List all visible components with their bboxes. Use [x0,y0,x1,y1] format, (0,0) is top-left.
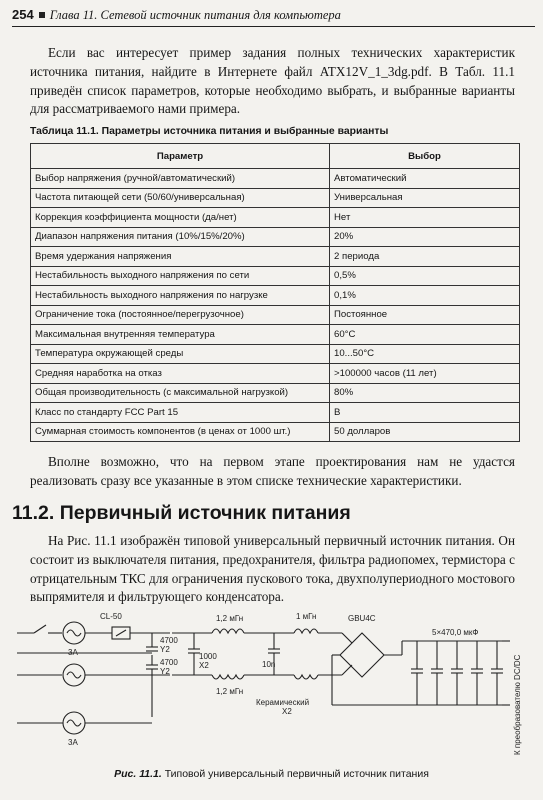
parameter-cell: Максимальная внутренняя температура [31,325,330,345]
table-header-row [31,144,520,169]
choice-cell: 80% [330,383,520,403]
parameters-table [30,143,520,442]
table-row [31,383,520,403]
choice-cell: 2 периода [330,247,520,267]
header-bullet [39,12,45,18]
choice-cell: 10...50°C [330,344,520,364]
figure-label: Рис. 11.1. [114,768,162,780]
label-thermistor: CL-50 [100,612,122,621]
parameter-cell: Температура окружающей среды [31,344,330,364]
label-cap-y-top-type: Y2 [160,645,170,654]
table-row [31,286,520,306]
parameter-cell: Диапазон напряжения питания (10%/15%/20%) [31,227,330,247]
choice-cell: Постоянное [330,305,520,325]
table-row [31,422,520,442]
parameter-cell: Средняя наработка на отказ [31,364,330,384]
parameter-cell: Время удержания напряжения [31,247,330,267]
table-row [31,364,520,384]
choice-cell: B [330,403,520,423]
after-table-paragraph: Вполне возможно, что на первом этапе проектирования нам не удастся реализовать сразу все указанные в этом списке технические характеристики. [30,454,515,488]
label-choke-bottom: 1,2 мГн [216,687,244,696]
power-supply-schematic [12,605,535,765]
label-fuse-top: 3A [68,648,78,657]
choice-cell: Автоматический [330,169,520,189]
choke-top-coil [212,629,244,633]
choice-cell: 0,1% [330,286,520,306]
label-cap-10n: 10n [262,660,276,669]
column-header-parameter: Параметр [31,144,330,169]
parameter-cell: Выбор напряжения (ручной/автоматический) [31,169,330,189]
choke-bottom-coil [212,675,244,679]
label-cap-y-top: 4700 [160,636,178,645]
label-cap-y-bottom-type: Y2 [160,667,170,676]
parameter-cell: Нестабильность выходного напряжения по нагрузке [31,286,330,306]
table-row [31,188,520,208]
table-row [31,247,520,267]
choice-cell: 50 долларов [330,422,520,442]
label-bridge: GBU4C [348,614,376,623]
table-row [31,266,520,286]
parameter-cell: Коррекция коэффициента мощности (да/нет) [31,208,330,228]
table-row [31,305,520,325]
label-choke-top: 1,2 мГн [216,614,244,623]
table-row [31,227,520,247]
choice-cell: >100000 часов (11 лет) [330,364,520,384]
table-caption: Таблица 11.1. Параметры источника питания и выбранные варианты [30,126,389,137]
section-paragraph: На Рис. 11.1 изображён типовой универсальный первичный источник питания. Он состоит из выключателя питания, предохранителя, фильтра радиопомех, термистора с отрицательным ТКС для ограничения пускового тока, двухполупериодного мостового выпрямителя и фильтрующего конденсатора. [30,533,515,605]
column-header-choice: Выбор [330,144,520,169]
choice-cell: Нет [330,208,520,228]
label-cap-x-type: X2 [199,661,209,670]
label-cap-y-bottom: 4700 [160,658,178,667]
label-cap-x: 1000 [199,652,217,661]
table-row [31,169,520,189]
section-heading: 11.2. Первичный источник питания [12,502,351,524]
choice-cell: Универсальная [330,188,520,208]
label-bulk-caps: 5×470,0 мкФ [432,628,479,637]
parameter-cell: Суммарная стоимость компонентов (в ценах от 1000 шт.) [31,422,330,442]
table-row [31,325,520,345]
choice-cell: 60°C [330,325,520,345]
table-row [31,208,520,228]
intro-paragraph: Если вас интересует пример задания полных технических характеристик источника питания, найдите в Интернете файл ATX12V_1_3dg.pdf. В Табл. 11.1 приведён список параметров, которые необходимо выбрать, и выбранные варианты для рассматриваемого нами примера. [30,45,515,117]
parameter-cell: Нестабильность выходного напряжения по сети [31,266,330,286]
page-number: 254 [12,7,34,22]
choke-1mh-coil [294,629,318,633]
table-row [31,403,520,423]
parameter-cell: Ограничение тока (постоянное/перегрузочное) [31,305,330,325]
choice-cell: 0,5% [330,266,520,286]
parameter-cell: Класс по стандарту FCC Part 15 [31,403,330,423]
figure-caption [0,768,543,780]
fuse-top-wave [67,630,81,636]
label-ceramic: Керамический [256,698,310,707]
label-ceramic-type: X2 [282,707,292,716]
table-row [31,344,520,364]
parameter-cell: Частота питающей сети (50/60/универсальная) [31,188,330,208]
page-header [12,6,535,27]
label-fuse-bottom: 3A [68,738,78,747]
parameter-cell: Общая производительность (с максимальной нагрузкой) [31,383,330,403]
label-choke-1mh: 1 мГн [296,612,317,621]
chapter-title: Глава 11. Сетевой источник питания для компьютера [49,8,341,22]
label-output: К преобразователю DC/DC [513,654,522,755]
choice-cell: 20% [330,227,520,247]
figure-caption-text: Типовой универсальный первичный источник питания [161,768,429,780]
power-switch [34,625,46,633]
